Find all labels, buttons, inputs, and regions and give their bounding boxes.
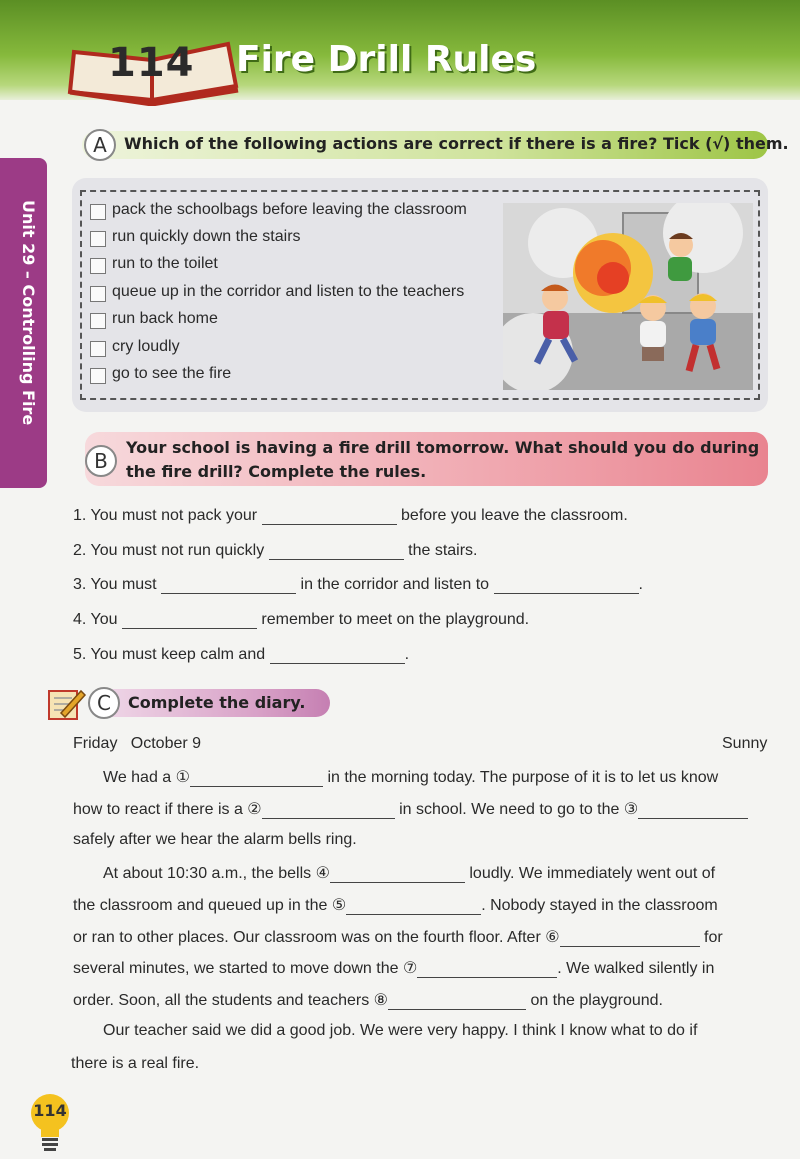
checkbox[interactable] xyxy=(90,231,106,247)
section-a-letter: A xyxy=(84,129,116,161)
item-label: run to the toilet xyxy=(112,255,218,272)
checkbox[interactable] xyxy=(90,258,106,274)
diary-line-10 xyxy=(71,1055,199,1073)
diary-text: in the morning today. The purpose of it is to let us know xyxy=(327,769,719,786)
answer-blank[interactable] xyxy=(494,576,639,594)
answer-blank[interactable] xyxy=(262,507,397,525)
rule-text: 3. You must xyxy=(73,576,157,593)
section-b-letter: B xyxy=(85,445,117,477)
diary-line-7 xyxy=(73,958,714,978)
answer-blank[interactable] xyxy=(190,769,323,787)
rule-text: remember to meet on the playground. xyxy=(261,611,530,628)
answer-blank[interactable] xyxy=(269,542,404,560)
rule-5 xyxy=(73,646,409,664)
item-label: run quickly down the stairs xyxy=(112,228,301,245)
checkbox[interactable] xyxy=(90,341,106,357)
rule-text: 4. You xyxy=(73,611,118,628)
unit-number: 114 xyxy=(108,40,195,86)
rule-2 xyxy=(73,542,478,560)
diary-text: in school. We need to go to the ③ xyxy=(399,801,639,818)
diary-line-1 xyxy=(103,767,718,787)
rule-text: 2. You must not run quickly xyxy=(73,542,265,559)
diary-text: order. Soon, all the students and teachers ⑧ xyxy=(73,992,388,1009)
diary-date: Friday October 9 xyxy=(73,735,202,752)
diary-text: We had a ① xyxy=(103,769,190,786)
checkbox[interactable] xyxy=(90,204,106,220)
section-c-instruction: Complete the diary. xyxy=(128,693,306,712)
diary-text: Our teacher said we did a good job. We were very happy. I think I know what to do if xyxy=(103,1022,698,1039)
diary-text: . We walked silently in xyxy=(557,960,715,977)
item-label: cry loudly xyxy=(112,338,180,355)
rule-4 xyxy=(73,611,529,629)
answer-blank[interactable] xyxy=(270,646,405,664)
diary-text: loudly. We immediately went out of xyxy=(469,865,716,882)
item-label: queue up in the corridor and listen to the teachers xyxy=(112,283,465,300)
answer-blank[interactable] xyxy=(417,960,557,978)
answer-blank[interactable] xyxy=(560,929,700,947)
rule-text: 1. You must not pack your xyxy=(73,507,258,524)
answer-blank[interactable] xyxy=(330,865,465,883)
answer-blank[interactable] xyxy=(388,992,526,1010)
rule-text: in the corridor and listen to xyxy=(300,576,490,593)
rule-text: 5. You must keep calm and xyxy=(73,646,266,663)
answer-blank[interactable] xyxy=(161,576,296,594)
section-c-letter: C xyxy=(88,687,120,719)
rule-1 xyxy=(73,507,628,525)
diary-text: safely after we hear the alarm bells ring. xyxy=(73,831,357,848)
page-number: 114 xyxy=(33,1101,67,1120)
fire-drill-illustration xyxy=(503,203,753,390)
diary-text: several minutes, we started to move down the ⑦ xyxy=(73,960,418,977)
diary-line-4 xyxy=(103,863,715,883)
checkbox[interactable] xyxy=(90,286,106,302)
rule-text: before you leave the classroom. xyxy=(401,507,628,524)
diary-line-9 xyxy=(103,1022,697,1040)
item-label: go to see the fire xyxy=(112,365,232,382)
answer-blank[interactable] xyxy=(262,801,395,819)
diary-text: how to react if there is a ② xyxy=(73,801,262,818)
answer-blank[interactable] xyxy=(638,801,748,819)
diary-line-3 xyxy=(73,831,357,849)
section-b-instruction-line1: Your school is having a fire drill tomorrow. What should you do during xyxy=(126,438,760,457)
checkbox[interactable] xyxy=(90,313,106,329)
pencil-notebook-icon xyxy=(47,687,87,721)
answer-blank[interactable] xyxy=(122,611,257,629)
diary-line-8 xyxy=(73,990,663,1010)
diary-text: for xyxy=(704,929,723,946)
diary-text: or ran to other places. Our classroom was on the fourth floor. After ⑥ xyxy=(73,929,560,946)
section-a-instruction: Which of the following actions are correct if there is a fire? Tick (√) them. xyxy=(124,134,789,153)
diary-text: . Nobody stayed in the classroom xyxy=(481,897,718,914)
rule-text: . xyxy=(638,576,643,593)
answer-blank[interactable] xyxy=(346,897,481,915)
item-label: run back home xyxy=(112,310,218,327)
section-b-instruction-line2: the fire drill? Complete the rules. xyxy=(126,462,427,481)
rule-text: the stairs. xyxy=(408,542,478,559)
diary-line-6 xyxy=(73,927,723,947)
item-label: pack the schoolbags before leaving the classroom xyxy=(112,201,467,218)
diary-line-5 xyxy=(73,895,718,915)
diary-text: on the playground. xyxy=(530,992,663,1009)
checkbox[interactable] xyxy=(90,368,106,384)
diary-line-2 xyxy=(73,799,748,819)
rule-text: . xyxy=(404,646,410,663)
diary-weather: Sunny xyxy=(722,735,768,752)
rule-3 xyxy=(73,576,643,594)
side-tab-label: Unit 29 – Controlling Fire xyxy=(19,200,38,426)
diary-text: there is a real fire. xyxy=(71,1055,200,1072)
page-title: Fire Drill Rules xyxy=(236,39,537,80)
diary-text: the classroom and queued up in the ⑤ xyxy=(73,897,347,914)
diary-text: At about 10:30 a.m., the bells ④ xyxy=(103,865,330,882)
